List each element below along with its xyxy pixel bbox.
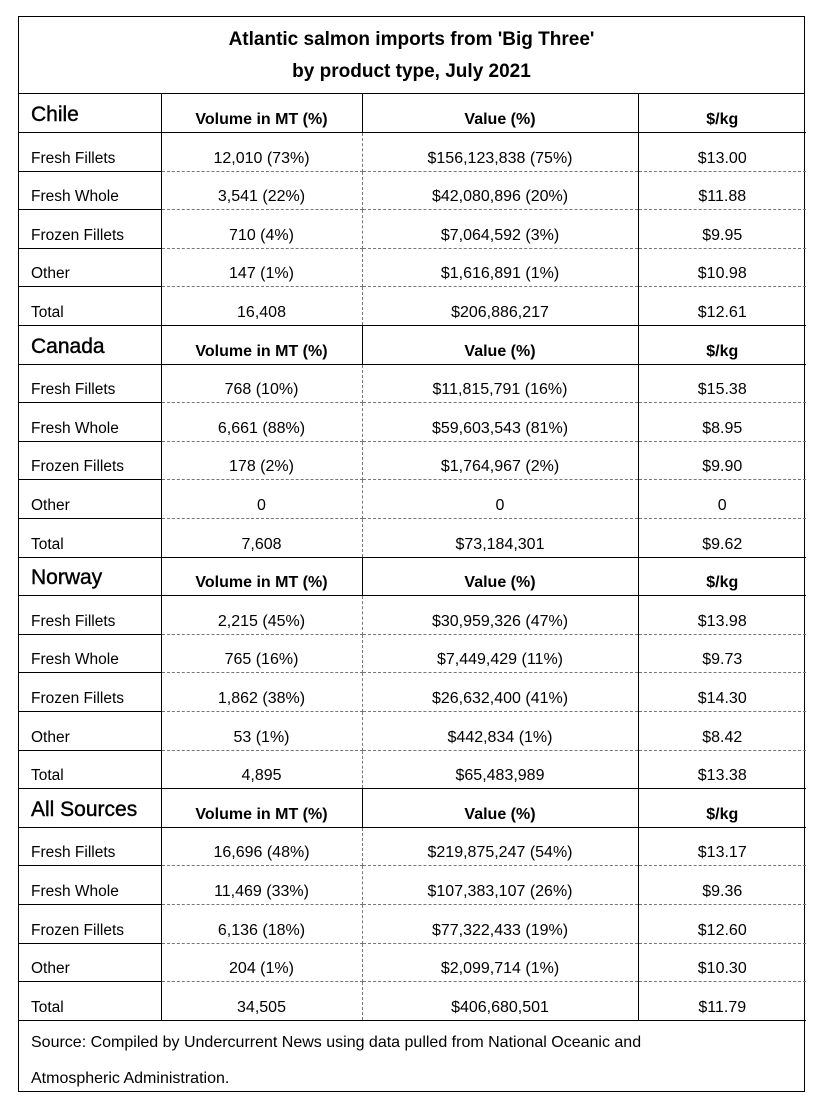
value-cell: $73,184,301 bbox=[362, 519, 638, 558]
product-type-cell: Fresh Whole bbox=[19, 403, 161, 442]
source-note-line-1: Source: Compiled by Undercurrent News using data pulled from National Oceanic and bbox=[31, 1034, 642, 1051]
volume-cell: 3,541 (22%) bbox=[161, 171, 362, 210]
value-cell: $219,875,247 (54%) bbox=[362, 827, 638, 866]
column-header-value: Value (%) bbox=[362, 94, 638, 133]
column-header-value: Value (%) bbox=[362, 557, 638, 596]
value-cell: $59,603,543 (81%) bbox=[362, 403, 638, 442]
source-note-line-2: Atmospheric Administration. bbox=[31, 1070, 230, 1087]
product-type-cell: Fresh Fillets bbox=[19, 133, 161, 172]
volume-cell: 204 (1%) bbox=[161, 943, 362, 982]
table-row bbox=[19, 403, 806, 442]
volume-cell: 6,661 (88%) bbox=[161, 403, 362, 442]
value-cell: $26,632,400 (41%) bbox=[362, 673, 638, 712]
section-header-row bbox=[19, 557, 806, 596]
price-cell: $10.98 bbox=[638, 248, 806, 287]
volume-cell: 2,215 (45%) bbox=[161, 596, 362, 635]
volume-cell: 768 (10%) bbox=[161, 364, 362, 403]
value-cell: $156,123,838 (75%) bbox=[362, 133, 638, 172]
volume-cell: 6,136 (18%) bbox=[161, 904, 362, 943]
table-row bbox=[19, 866, 806, 905]
column-header-volume: Volume in MT (%) bbox=[161, 326, 362, 365]
table-row bbox=[19, 634, 806, 673]
price-cell: $9.73 bbox=[638, 634, 806, 673]
product-type-cell: Frozen Fillets bbox=[19, 210, 161, 249]
value-cell: $7,449,429 (11%) bbox=[362, 634, 638, 673]
table-row bbox=[19, 171, 806, 210]
column-header-price: $/kg bbox=[638, 789, 806, 828]
volume-cell: 4,895 bbox=[161, 750, 362, 789]
volume-cell: 34,505 bbox=[161, 982, 362, 1021]
price-cell: $13.98 bbox=[638, 596, 806, 635]
table-row bbox=[19, 904, 806, 943]
section-header-row bbox=[19, 326, 806, 365]
table-row bbox=[19, 712, 806, 751]
price-cell: $9.90 bbox=[638, 441, 806, 480]
table-title-line-1: Atlantic salmon imports from 'Big Three' bbox=[228, 29, 595, 50]
volume-cell: 147 (1%) bbox=[161, 248, 362, 287]
salmon-imports-table-frame bbox=[18, 16, 805, 1092]
value-cell: $7,064,592 (3%) bbox=[362, 210, 638, 249]
price-cell: $10.30 bbox=[638, 943, 806, 982]
table-row bbox=[19, 596, 806, 635]
product-type-cell: Other bbox=[19, 712, 161, 751]
volume-cell: 0 bbox=[161, 480, 362, 519]
table-row bbox=[19, 248, 806, 287]
price-cell: $9.95 bbox=[638, 210, 806, 249]
product-type-cell: Fresh Fillets bbox=[19, 827, 161, 866]
product-type-cell: Frozen Fillets bbox=[19, 441, 161, 480]
value-cell: $442,834 (1%) bbox=[362, 712, 638, 751]
value-cell: $206,886,217 bbox=[362, 287, 638, 326]
table-row bbox=[19, 210, 806, 249]
value-cell: $107,383,107 (26%) bbox=[362, 866, 638, 905]
product-type-cell: Frozen Fillets bbox=[19, 673, 161, 712]
table-row bbox=[19, 673, 806, 712]
product-type-cell: Other bbox=[19, 943, 161, 982]
table-row bbox=[19, 827, 806, 866]
column-header-volume: Volume in MT (%) bbox=[161, 557, 362, 596]
price-cell: $13.17 bbox=[638, 827, 806, 866]
table-row bbox=[19, 480, 806, 519]
table-title bbox=[19, 17, 804, 94]
volume-cell: 16,696 (48%) bbox=[161, 827, 362, 866]
column-header-value: Value (%) bbox=[362, 326, 638, 365]
price-cell: $9.62 bbox=[638, 519, 806, 558]
value-cell: $2,099,714 (1%) bbox=[362, 943, 638, 982]
section-name: Canada bbox=[19, 326, 161, 365]
section-name: Norway bbox=[19, 557, 161, 596]
volume-cell: 1,862 (38%) bbox=[161, 673, 362, 712]
value-cell: 0 bbox=[362, 480, 638, 519]
section-header-row bbox=[19, 94, 806, 133]
product-type-cell: Total bbox=[19, 982, 161, 1021]
volume-cell: 16,408 bbox=[161, 287, 362, 326]
imports-table-body bbox=[19, 94, 806, 1020]
volume-cell: 765 (16%) bbox=[161, 634, 362, 673]
product-type-cell: Fresh Whole bbox=[19, 634, 161, 673]
value-cell: $1,616,891 (1%) bbox=[362, 248, 638, 287]
product-type-cell: Fresh Fillets bbox=[19, 596, 161, 635]
table-row bbox=[19, 287, 806, 326]
price-cell: $12.61 bbox=[638, 287, 806, 326]
volume-cell: 11,469 (33%) bbox=[161, 866, 362, 905]
column-header-value: Value (%) bbox=[362, 789, 638, 828]
table-row bbox=[19, 750, 806, 789]
product-type-cell: Other bbox=[19, 248, 161, 287]
value-cell: $42,080,896 (20%) bbox=[362, 171, 638, 210]
value-cell: $30,959,326 (47%) bbox=[362, 596, 638, 635]
table-row bbox=[19, 133, 806, 172]
value-cell: $406,680,501 bbox=[362, 982, 638, 1021]
section-name: Chile bbox=[19, 94, 161, 133]
product-type-cell: Fresh Fillets bbox=[19, 364, 161, 403]
price-cell: $12.60 bbox=[638, 904, 806, 943]
volume-cell: 53 (1%) bbox=[161, 712, 362, 751]
section-header-row bbox=[19, 789, 806, 828]
column-header-price: $/kg bbox=[638, 326, 806, 365]
product-type-cell: Fresh Whole bbox=[19, 866, 161, 905]
price-cell: $15.38 bbox=[638, 364, 806, 403]
price-cell: $14.30 bbox=[638, 673, 806, 712]
value-cell: $1,764,967 (2%) bbox=[362, 441, 638, 480]
price-cell: $8.95 bbox=[638, 403, 806, 442]
price-cell: $9.36 bbox=[638, 866, 806, 905]
price-cell: $13.00 bbox=[638, 133, 806, 172]
volume-cell: 12,010 (73%) bbox=[161, 133, 362, 172]
product-type-cell: Total bbox=[19, 750, 161, 789]
value-cell: $11,815,791 (16%) bbox=[362, 364, 638, 403]
source-note bbox=[19, 1019, 804, 1097]
price-cell: 0 bbox=[638, 480, 806, 519]
product-type-cell: Frozen Fillets bbox=[19, 904, 161, 943]
value-cell: $65,483,989 bbox=[362, 750, 638, 789]
product-type-cell: Other bbox=[19, 480, 161, 519]
product-type-cell: Fresh Whole bbox=[19, 171, 161, 210]
column-header-volume: Volume in MT (%) bbox=[161, 789, 362, 828]
price-cell: $11.79 bbox=[638, 982, 806, 1021]
table-row bbox=[19, 943, 806, 982]
price-cell: $13.38 bbox=[638, 750, 806, 789]
table-row bbox=[19, 441, 806, 480]
table-title-line-2: by product type, July 2021 bbox=[292, 61, 531, 82]
product-type-cell: Total bbox=[19, 519, 161, 558]
imports-table bbox=[19, 94, 806, 1021]
price-cell: $8.42 bbox=[638, 712, 806, 751]
column-header-volume: Volume in MT (%) bbox=[161, 94, 362, 133]
value-cell: $77,322,433 (19%) bbox=[362, 904, 638, 943]
column-header-price: $/kg bbox=[638, 94, 806, 133]
section-name: All Sources bbox=[19, 789, 161, 828]
column-header-price: $/kg bbox=[638, 557, 806, 596]
volume-cell: 7,608 bbox=[161, 519, 362, 558]
product-type-cell: Total bbox=[19, 287, 161, 326]
price-cell: $11.88 bbox=[638, 171, 806, 210]
volume-cell: 178 (2%) bbox=[161, 441, 362, 480]
table-row bbox=[19, 982, 806, 1021]
table-row bbox=[19, 364, 806, 403]
volume-cell: 710 (4%) bbox=[161, 210, 362, 249]
table-row bbox=[19, 519, 806, 558]
